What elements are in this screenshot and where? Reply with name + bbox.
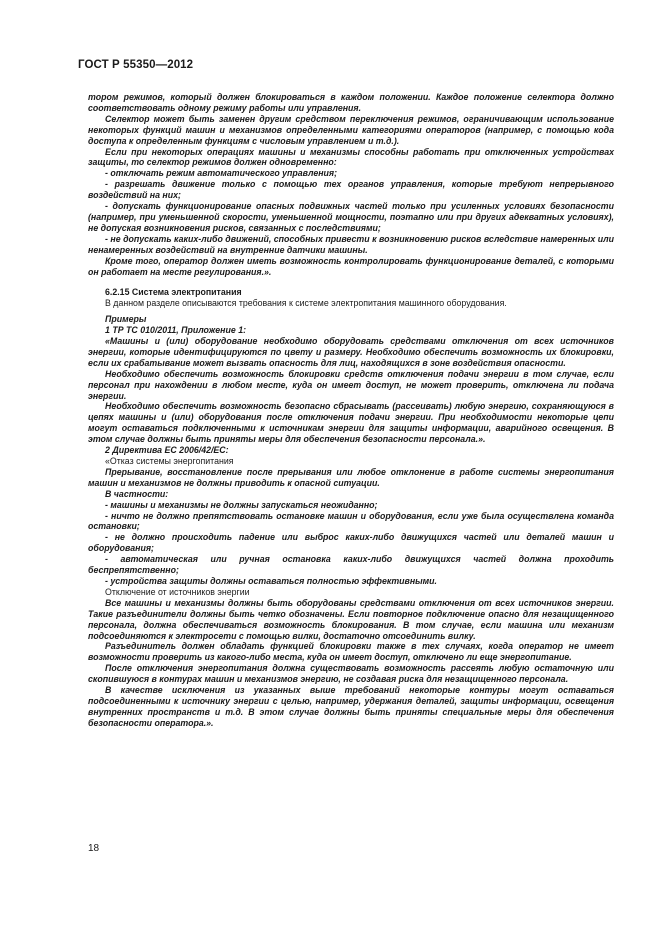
paragraph: Селектор может быть заменен другим средством переключения режимов, ограничивающим использование некоторых функций машин и механизмов определенными категориями операторов (например, с помощью кода доступа к определенным функциям с числовым управлением и т.д.). <box>88 113 614 146</box>
quote-paragraph: Разъединитель должен обладать функцией блокировки также в тех случаях, когда оператор не имеет возможности проверить из какого-либо места, куда он имеет доступ, отключено ли еще энергопитание. <box>88 641 614 663</box>
list-item: - машины и механизмы не должны запускаться неожиданно; <box>105 499 378 510</box>
paragraph: Кроме того, оператор должен иметь возможность контролировать функционирование деталей, с которыми он работает на месте регулирования.». <box>88 255 614 277</box>
examples-label: Примеры <box>105 314 147 325</box>
list-item: - отключать режим автоматического управления; <box>105 168 338 179</box>
quote-paragraph: После отключения энергопитания должна существовать возможность рассеять любую остаточную или скопившуюся в контурах машин и механизмов энергию, не создавая риска для незащищенного персонала. <box>88 663 614 685</box>
document-body <box>88 92 614 729</box>
list-item: - допускать функционирование опасных подвижных частей только при усиленных условиях безопасности (например, при уменьшенной скорости, уменьшенной мощности, поэтапно или при других адекватных условиях), не допуская возникновения рисков, связанных с последствиями; <box>88 201 614 233</box>
paragraph: Если при некоторых операциях машины и механизмы способны работать при отключенных устройствах защиты, то селектор режимов должен одновременно: <box>88 146 614 168</box>
list-item: - устройства защиты должны оставаться полностью эффективными. <box>105 575 437 586</box>
list-item: - разрешать движение только с помощью тех органов управления, которые требуют непрерывного воздействий на них; <box>88 179 614 201</box>
document-header: ГОСТ Р 55350—2012 <box>78 59 194 71</box>
quote-paragraph: В качестве исключения из указанных выше требований некоторые контуры могут оставаться подсоединенными к источнику энергии с целью, например, удержания деталей, защиты информации, освещения внутренних пространств и т.д. В этом случае должны быть приняты специальные меры для обеспечения безопасности оператора.». <box>88 685 614 728</box>
example-source: 1 ТР ТС 010/2011, Приложение 1: <box>105 325 247 336</box>
paragraph: В данном разделе описываются требования к системе электропитания машинного оборудования. <box>105 298 507 309</box>
quote-subheading: «Отказ системы энергопитания <box>105 456 234 466</box>
example-source: 2 Директива ЕС 2006/42/EC: <box>105 445 229 456</box>
list-item: - не должно происходить падение или выброс каких-либо движущихся частей или деталей машин и оборудования; <box>88 532 614 554</box>
quote-paragraph: Прерывание, восстановление после прерывания или любое отклонение в работе системы энергопитания машин и механизмов не должны приводить к опасной ситуации. <box>88 466 614 488</box>
section-heading: 6.2.15 Система электропитания <box>105 287 242 298</box>
list-item: - автоматическая или ручная остановка каких-либо движущихся частей должна проходить беспрепятственно; <box>88 554 614 576</box>
quote-paragraph: «Машины и (или) оборудование необходимо оборудовать средствами отключения от всех источников энергии, которые идентифицируются по цвету и размеру. Необходимо обеспечить возможность их блокировки, если их срабатывание может вызвать опасность для лиц, находящихся в зоне воздействия опасности. <box>88 336 614 368</box>
paragraph: тором режимов, который должен блокироваться в каждом положении. Каждое положение селектора должно соответствовать одному режиму работы или управления. <box>88 92 614 113</box>
quote-paragraph: Необходимо обеспечить возможность блокировки средств отключения подачи энергии в том случае, если персонал при нахождении в любом месте, куда он имеет доступ, не может проверить, отключена ли подача энергии. <box>88 368 614 401</box>
list-item: - не допускать каких-либо движений, способных привести к возникновению рисков вследствие намеренных или ненамеренных воздействий на внутренние датчики машины. <box>88 233 614 255</box>
list-item: - ничто не должно препятствовать остановке машин и оборудования, если уже была осуществлена команда остановки; <box>88 510 614 532</box>
page-number: 18 <box>88 843 100 854</box>
quote-paragraph: В частности: <box>105 488 169 499</box>
quote-subheading: Отключение от источников энергии <box>105 586 250 597</box>
quote-paragraph: Все машины и механизмы должны быть оборудованы средствами отключения от всех источников энергии. Такие разъединители должны быть четко обозначены. Если повторное подключение опасно для незащищенного персонала, должна обеспечиваться возможность блокирования. В том случае, если машина или механизм подсоединяются к электросети с помощью вилки, достаточно отсоединить вилку. <box>88 597 614 641</box>
quote-paragraph: Необходимо обеспечить возможность безопасно сбрасывать (рассеивать) любую энергию, сохраняющуюся в цепях машины и (или) оборудования после отключения подачи энергии. При необходимости некоторые цепи могут оставаться подключенными к источникам энергии для защиты информации, аварийного освещения. В этом случае должны быть приняты меры для обеспечения безопасности персонала.». <box>88 401 614 445</box>
